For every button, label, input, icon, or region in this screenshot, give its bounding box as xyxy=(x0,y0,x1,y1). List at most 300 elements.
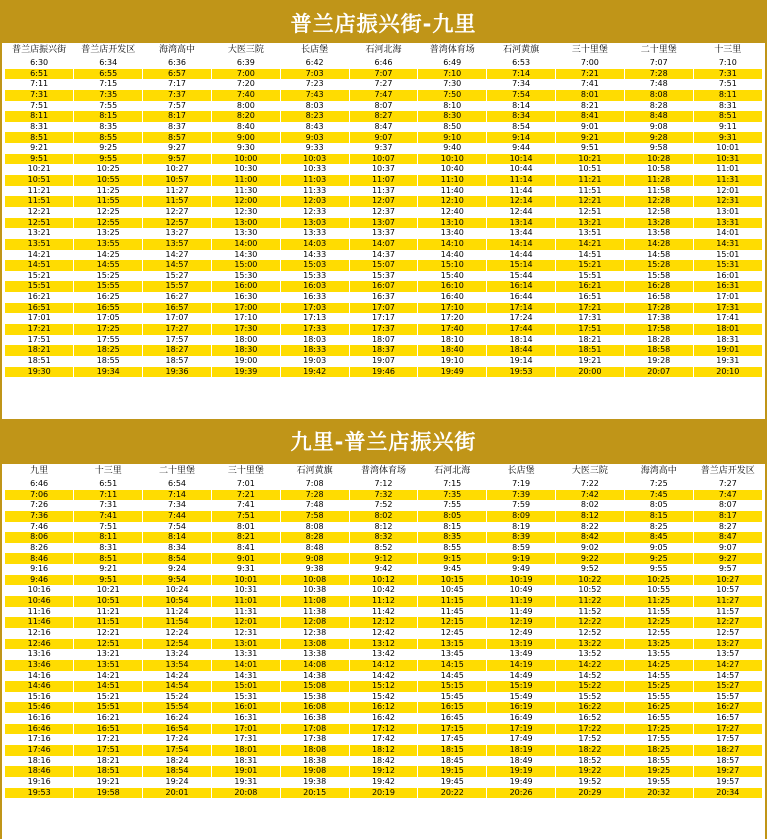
time-cell: 14:58 xyxy=(624,250,693,261)
table-row xyxy=(5,90,762,101)
table-row xyxy=(5,367,762,378)
time-cell: 8:28 xyxy=(280,532,349,543)
time-cell: 12:01 xyxy=(211,617,280,628)
time-cell: 15:03 xyxy=(280,260,349,271)
time-cell: 7:00 xyxy=(211,69,280,80)
time-cell: 18:30 xyxy=(211,345,280,356)
time-cell: 17:01 xyxy=(693,292,762,303)
time-cell: 14:00 xyxy=(211,239,280,250)
time-cell: 6:46 xyxy=(349,58,418,69)
time-cell: 18:25 xyxy=(624,745,693,756)
time-cell: 8:45 xyxy=(624,532,693,543)
time-cell: 10:31 xyxy=(693,154,762,165)
table-row xyxy=(5,143,762,154)
time-cell: 8:48 xyxy=(624,111,693,122)
table-row xyxy=(5,490,762,501)
time-cell: 14:10 xyxy=(418,239,487,250)
time-cell: 19:49 xyxy=(418,367,487,378)
table-row xyxy=(5,132,762,143)
time-cell: 11:14 xyxy=(487,175,556,186)
time-cell: 11:25 xyxy=(624,596,693,607)
time-cell: 7:43 xyxy=(280,90,349,101)
table-row xyxy=(5,154,762,165)
time-cell: 17:08 xyxy=(280,724,349,735)
time-cell: 18:31 xyxy=(693,335,762,346)
time-cell: 10:08 xyxy=(280,575,349,586)
time-cell: 15:58 xyxy=(624,271,693,282)
time-cell: 8:41 xyxy=(556,111,625,122)
time-cell: 8:19 xyxy=(487,522,556,533)
time-cell: 10:42 xyxy=(349,585,418,596)
time-cell: 6:30 xyxy=(5,58,74,69)
time-cell: 8:57 xyxy=(143,132,212,143)
time-cell: 13:27 xyxy=(693,639,762,650)
time-cell: 11:52 xyxy=(556,607,625,618)
time-cell: 17:38 xyxy=(624,313,693,324)
time-cell: 16:55 xyxy=(624,713,693,724)
time-cell: 14:16 xyxy=(5,671,74,682)
time-cell: 19:07 xyxy=(349,356,418,367)
time-cell: 19:30 xyxy=(5,367,74,378)
table-row xyxy=(5,356,762,367)
table-row xyxy=(5,681,762,692)
table-row xyxy=(5,164,762,175)
time-cell: 18:21 xyxy=(5,345,74,356)
time-cell: 9:45 xyxy=(418,564,487,575)
time-cell: 7:36 xyxy=(5,511,74,522)
time-cell: 17:07 xyxy=(143,313,212,324)
time-cell: 8:00 xyxy=(211,101,280,112)
time-cell: 8:31 xyxy=(693,101,762,112)
time-cell: 9:01 xyxy=(211,553,280,564)
time-cell: 14:33 xyxy=(280,250,349,261)
time-cell: 16:14 xyxy=(487,281,556,292)
time-cell: 7:35 xyxy=(418,490,487,501)
time-cell: 8:42 xyxy=(556,532,625,543)
time-cell: 13:51 xyxy=(5,239,74,250)
table-row xyxy=(5,69,762,80)
time-cell: 12:31 xyxy=(693,196,762,207)
time-cell: 8:12 xyxy=(349,522,418,533)
time-cell: 19:52 xyxy=(556,777,625,788)
time-cell: 12:12 xyxy=(349,617,418,628)
time-cell: 8:55 xyxy=(418,543,487,554)
column-header: 普兰店开发区 xyxy=(693,464,762,479)
table-row xyxy=(5,79,762,90)
time-cell: 17:24 xyxy=(143,734,212,745)
time-cell: 17:30 xyxy=(211,324,280,335)
time-cell: 11:19 xyxy=(487,596,556,607)
time-cell: 11:57 xyxy=(693,607,762,618)
time-cell: 7:25 xyxy=(624,479,693,490)
time-cell: 18:01 xyxy=(211,745,280,756)
time-cell: 9:27 xyxy=(143,143,212,154)
time-cell: 12:45 xyxy=(418,628,487,639)
time-cell: 15:22 xyxy=(556,681,625,692)
time-cell: 10:58 xyxy=(624,164,693,175)
time-cell: 11:49 xyxy=(487,607,556,618)
time-cell: 7:31 xyxy=(693,69,762,80)
time-cell: 9:54 xyxy=(143,575,212,586)
timetable xyxy=(5,43,762,377)
time-cell: 17:14 xyxy=(487,303,556,314)
time-cell: 16:07 xyxy=(349,281,418,292)
time-cell: 7:42 xyxy=(556,490,625,501)
time-cell: 12:54 xyxy=(143,639,212,650)
time-cell: 8:41 xyxy=(211,543,280,554)
time-cell: 9:28 xyxy=(624,132,693,143)
time-cell: 9:44 xyxy=(487,143,556,154)
table-row xyxy=(5,345,762,356)
time-cell: 8:25 xyxy=(624,522,693,533)
time-cell: 6:51 xyxy=(5,69,74,80)
time-cell: 16:46 xyxy=(5,724,74,735)
route-title: 普兰店振兴街-九里 xyxy=(0,0,767,43)
time-cell: 14:46 xyxy=(5,681,74,692)
time-cell: 12:51 xyxy=(556,207,625,218)
time-cell: 13:44 xyxy=(487,228,556,239)
time-cell: 7:40 xyxy=(211,90,280,101)
time-cell: 8:23 xyxy=(280,111,349,122)
time-cell: 13:14 xyxy=(487,218,556,229)
time-cell: 12:42 xyxy=(349,628,418,639)
time-cell: 7:03 xyxy=(280,69,349,80)
time-cell: 15:21 xyxy=(74,692,143,703)
time-cell: 19:12 xyxy=(349,766,418,777)
time-cell: 17:01 xyxy=(211,724,280,735)
table-row xyxy=(5,101,762,112)
time-cell: 14:27 xyxy=(693,660,762,671)
time-cell: 15:19 xyxy=(487,681,556,692)
time-cell: 11:40 xyxy=(418,186,487,197)
time-cell: 8:37 xyxy=(143,122,212,133)
time-cell: 16:12 xyxy=(349,702,418,713)
time-cell: 14:24 xyxy=(143,671,212,682)
time-cell: 11:31 xyxy=(693,175,762,186)
column-header: 三十里堡 xyxy=(556,43,625,58)
time-cell: 17:24 xyxy=(487,313,556,324)
time-cell: 17:25 xyxy=(624,724,693,735)
time-cell: 19:28 xyxy=(624,356,693,367)
time-cell: 8:47 xyxy=(349,122,418,133)
time-cell: 10:01 xyxy=(211,575,280,586)
time-cell: 17:38 xyxy=(280,734,349,745)
time-cell: 17:58 xyxy=(624,324,693,335)
time-cell: 17:13 xyxy=(280,313,349,324)
time-cell: 7:15 xyxy=(74,79,143,90)
time-cell: 17:44 xyxy=(487,324,556,335)
table-row xyxy=(5,186,762,197)
time-cell: 17:46 xyxy=(5,745,74,756)
time-cell: 18:51 xyxy=(5,356,74,367)
time-cell: 8:11 xyxy=(693,90,762,101)
time-cell: 18:49 xyxy=(487,756,556,767)
time-cell: 10:46 xyxy=(5,596,74,607)
time-cell: 15:27 xyxy=(693,681,762,692)
time-cell: 8:35 xyxy=(74,122,143,133)
time-cell: 11:46 xyxy=(5,617,74,628)
time-cell: 10:16 xyxy=(5,585,74,596)
table-row xyxy=(5,596,762,607)
column-header: 十三里 xyxy=(74,464,143,479)
column-header: 普湾体育场 xyxy=(349,464,418,479)
time-cell: 15:24 xyxy=(143,692,212,703)
time-cell: 14:31 xyxy=(693,239,762,250)
time-cell: 16:03 xyxy=(280,281,349,292)
time-cell: 12:55 xyxy=(624,628,693,639)
column-header: 石河黄旗 xyxy=(280,464,349,479)
time-cell: 15:51 xyxy=(74,702,143,713)
time-cell: 18:57 xyxy=(693,756,762,767)
time-cell: 8:35 xyxy=(418,532,487,543)
time-cell: 8:11 xyxy=(5,111,74,122)
time-cell: 16:21 xyxy=(556,281,625,292)
time-cell: 8:52 xyxy=(349,543,418,554)
table-row xyxy=(5,292,762,303)
time-cell: 12:28 xyxy=(624,196,693,207)
time-cell: 9:52 xyxy=(556,564,625,575)
time-cell: 14:51 xyxy=(74,681,143,692)
time-cell: 11:54 xyxy=(143,617,212,628)
time-cell: 12:19 xyxy=(487,617,556,628)
time-cell: 20:34 xyxy=(693,788,762,799)
time-cell: 16:58 xyxy=(624,292,693,303)
time-cell: 14:22 xyxy=(556,660,625,671)
time-cell: 8:46 xyxy=(5,553,74,564)
time-cell: 18:15 xyxy=(418,745,487,756)
time-cell: 9:30 xyxy=(211,143,280,154)
time-cell: 10:33 xyxy=(280,164,349,175)
time-cell: 6:57 xyxy=(143,69,212,80)
time-cell: 15:38 xyxy=(280,692,349,703)
time-cell: 12:51 xyxy=(5,218,74,229)
time-cell: 11:27 xyxy=(693,596,762,607)
time-cell: 7:41 xyxy=(74,511,143,522)
column-header: 大医三院 xyxy=(211,43,280,58)
time-cell: 15:14 xyxy=(487,260,556,271)
time-cell: 10:52 xyxy=(556,585,625,596)
time-cell: 8:26 xyxy=(5,543,74,554)
time-cell: 13:49 xyxy=(487,649,556,660)
time-cell: 19:01 xyxy=(693,345,762,356)
time-cell: 14:38 xyxy=(280,671,349,682)
time-cell: 13:52 xyxy=(556,649,625,660)
time-cell: 9:05 xyxy=(624,543,693,554)
time-cell: 10:54 xyxy=(143,596,212,607)
time-cell: 10:12 xyxy=(349,575,418,586)
time-cell: 19:53 xyxy=(487,367,556,378)
time-cell: 18:14 xyxy=(487,335,556,346)
time-cell: 18:28 xyxy=(624,335,693,346)
time-cell: 12:58 xyxy=(624,207,693,218)
time-cell: 11:15 xyxy=(418,596,487,607)
time-cell: 7:51 xyxy=(5,101,74,112)
column-header: 二十里堡 xyxy=(624,43,693,58)
time-cell: 9:42 xyxy=(349,564,418,575)
time-cell: 12:30 xyxy=(211,207,280,218)
table-row xyxy=(5,543,762,554)
time-cell: 11:57 xyxy=(143,196,212,207)
time-cell: 17:33 xyxy=(280,324,349,335)
time-cell: 16:27 xyxy=(693,702,762,713)
time-cell: 16:45 xyxy=(418,713,487,724)
time-cell: 19:22 xyxy=(556,766,625,777)
time-cell: 11:37 xyxy=(349,186,418,197)
time-cell: 7:57 xyxy=(143,101,212,112)
time-cell: 16:25 xyxy=(74,292,143,303)
time-cell: 14:27 xyxy=(143,250,212,261)
time-cell: 7:34 xyxy=(143,500,212,511)
time-cell: 13:15 xyxy=(418,639,487,650)
time-cell: 12:25 xyxy=(624,617,693,628)
time-cell: 18:22 xyxy=(556,745,625,756)
time-cell: 11:01 xyxy=(693,164,762,175)
time-cell: 12:44 xyxy=(487,207,556,218)
table-row xyxy=(5,607,762,618)
table-row xyxy=(5,713,762,724)
time-cell: 12:51 xyxy=(74,639,143,650)
time-cell: 10:44 xyxy=(487,164,556,175)
time-cell: 6:51 xyxy=(74,479,143,490)
time-cell: 17:28 xyxy=(624,303,693,314)
route-title: 九里-普兰店振兴街 xyxy=(0,419,767,464)
column-header: 普兰店开发区 xyxy=(74,43,143,58)
time-cell: 8:34 xyxy=(487,111,556,122)
time-cell: 6:53 xyxy=(487,58,556,69)
time-cell: 8:21 xyxy=(211,532,280,543)
time-cell: 10:57 xyxy=(693,585,762,596)
time-cell: 17:12 xyxy=(349,724,418,735)
time-cell: 17:31 xyxy=(211,734,280,745)
table-row xyxy=(5,111,762,122)
time-cell: 15:46 xyxy=(5,702,74,713)
table-row xyxy=(5,228,762,239)
time-cell: 19:25 xyxy=(624,766,693,777)
table-row xyxy=(5,271,762,282)
time-cell: 9:31 xyxy=(211,564,280,575)
time-cell: 14:14 xyxy=(487,239,556,250)
time-cell: 13:21 xyxy=(556,218,625,229)
time-cell: 13:33 xyxy=(280,228,349,239)
time-cell: 16:55 xyxy=(74,303,143,314)
time-cell: 11:51 xyxy=(74,617,143,628)
time-cell: 19:21 xyxy=(74,777,143,788)
time-cell: 7:14 xyxy=(143,490,212,501)
time-cell: 11:24 xyxy=(143,607,212,618)
time-cell: 15:52 xyxy=(556,692,625,703)
table-row xyxy=(5,660,762,671)
time-cell: 11:03 xyxy=(280,175,349,186)
time-cell: 8:51 xyxy=(5,132,74,143)
time-cell: 12:21 xyxy=(556,196,625,207)
time-cell: 18:42 xyxy=(349,756,418,767)
time-cell: 17:21 xyxy=(74,734,143,745)
time-cell: 10:49 xyxy=(487,585,556,596)
time-cell: 9:21 xyxy=(5,143,74,154)
time-cell: 7:17 xyxy=(143,79,212,90)
time-cell: 8:07 xyxy=(693,500,762,511)
time-cell: 15:55 xyxy=(74,281,143,292)
time-cell: 18:55 xyxy=(624,756,693,767)
time-cell: 7:32 xyxy=(349,490,418,501)
time-cell: 9:02 xyxy=(556,543,625,554)
time-cell: 18:21 xyxy=(556,335,625,346)
time-cell: 7:21 xyxy=(556,69,625,80)
time-cell: 15:31 xyxy=(693,260,762,271)
time-cell: 14:55 xyxy=(624,671,693,682)
time-cell: 16:38 xyxy=(280,713,349,724)
time-cell: 19:42 xyxy=(280,367,349,378)
time-cell: 9:58 xyxy=(624,143,693,154)
time-cell: 8:22 xyxy=(556,522,625,533)
time-cell: 8:27 xyxy=(693,522,762,533)
time-cell: 7:01 xyxy=(211,479,280,490)
time-cell: 16:33 xyxy=(280,292,349,303)
column-header: 普兰店振兴街 xyxy=(5,43,74,58)
column-header: 三十里堡 xyxy=(211,464,280,479)
time-cell: 7:11 xyxy=(5,79,74,90)
table-row xyxy=(5,239,762,250)
time-cell: 9:15 xyxy=(418,553,487,564)
time-cell: 8:20 xyxy=(211,111,280,122)
time-cell: 7:23 xyxy=(280,79,349,90)
table-row xyxy=(5,250,762,261)
time-cell: 13:00 xyxy=(211,218,280,229)
time-cell: 9:55 xyxy=(74,154,143,165)
time-cell: 7:07 xyxy=(349,69,418,80)
time-cell: 19:58 xyxy=(74,788,143,799)
time-cell: 8:39 xyxy=(487,532,556,543)
time-cell: 16:52 xyxy=(556,713,625,724)
time-cell: 19:08 xyxy=(280,766,349,777)
time-cell: 7:31 xyxy=(5,90,74,101)
table-row xyxy=(5,522,762,533)
time-cell: 10:51 xyxy=(5,175,74,186)
time-cell: 15:15 xyxy=(418,681,487,692)
time-cell: 10:25 xyxy=(624,575,693,586)
time-cell: 17:55 xyxy=(624,734,693,745)
time-cell: 14:30 xyxy=(211,250,280,261)
time-cell: 10:51 xyxy=(74,596,143,607)
time-cell: 11:51 xyxy=(5,196,74,207)
time-cell: 9:31 xyxy=(693,132,762,143)
time-cell: 11:55 xyxy=(624,607,693,618)
time-cell: 10:28 xyxy=(624,154,693,165)
time-cell: 15:28 xyxy=(624,260,693,271)
time-cell: 18:54 xyxy=(143,766,212,777)
time-cell: 14:57 xyxy=(143,260,212,271)
time-cell: 11:21 xyxy=(5,186,74,197)
time-cell: 12:03 xyxy=(280,196,349,207)
time-cell: 17:42 xyxy=(349,734,418,745)
column-header: 二十里堡 xyxy=(143,464,212,479)
time-cell: 18:03 xyxy=(280,335,349,346)
time-cell: 7:48 xyxy=(280,500,349,511)
time-cell: 10:25 xyxy=(74,164,143,175)
time-cell: 6:42 xyxy=(280,58,349,69)
time-cell: 19:10 xyxy=(418,356,487,367)
time-cell: 7:00 xyxy=(556,58,625,69)
time-cell: 8:59 xyxy=(487,543,556,554)
time-cell: 17:22 xyxy=(556,724,625,735)
time-cell: 7:34 xyxy=(487,79,556,90)
time-cell: 7:59 xyxy=(487,500,556,511)
time-cell: 13:03 xyxy=(280,218,349,229)
time-cell: 17:49 xyxy=(487,734,556,745)
time-cell: 14:19 xyxy=(487,660,556,671)
time-cell: 11:58 xyxy=(624,186,693,197)
time-cell: 16:44 xyxy=(487,292,556,303)
